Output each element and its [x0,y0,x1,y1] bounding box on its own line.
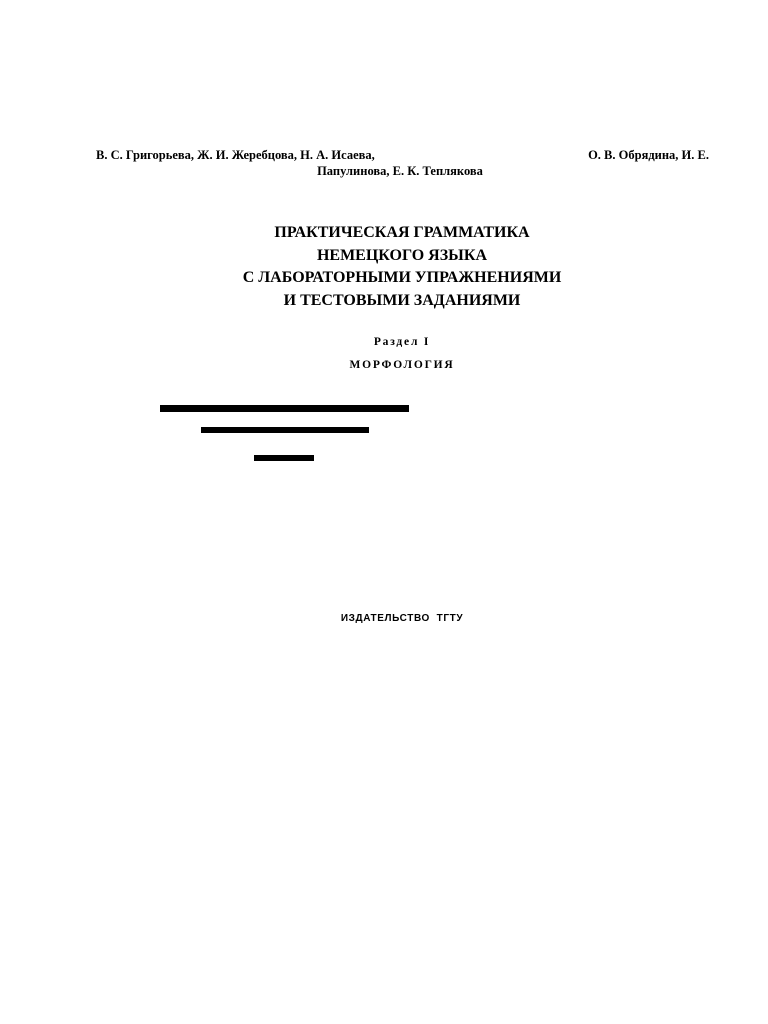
title-line-1: ПРАКТИЧЕСКАЯ ГРАММАТИКА [274,224,530,241]
title-line-4: И ТЕСТОВЫМИ ЗАДАНИЯМИ [283,291,521,309]
document-title [0,222,768,312]
authors-line-2: Папулинова, Е. К. Теплякова [317,164,483,178]
authors-line-1-left: В. С. Григорьева, Ж. И. Жеребцова, Н. А. Исаева, [96,148,375,162]
section-name: МОРФОЛОГИЯ [349,359,455,371]
section-label: Раздел I [373,336,431,348]
authors-line-1-right: О. В. Обрядина, И. Е. [588,148,709,162]
decorative-bar-medium [201,427,369,433]
title-line-3: С ЛАБОРАТОРНЫМИ УПРАЖНЕНИЯМИ [242,269,562,286]
title-line-2: НЕМЕЦКОГО ЯЗЫКА [316,246,488,264]
publisher: ИЗДАТЕЛЬСТВО ТГТУ [340,613,464,624]
decorative-bar-short [254,455,314,461]
decorative-bar-long [160,405,409,412]
